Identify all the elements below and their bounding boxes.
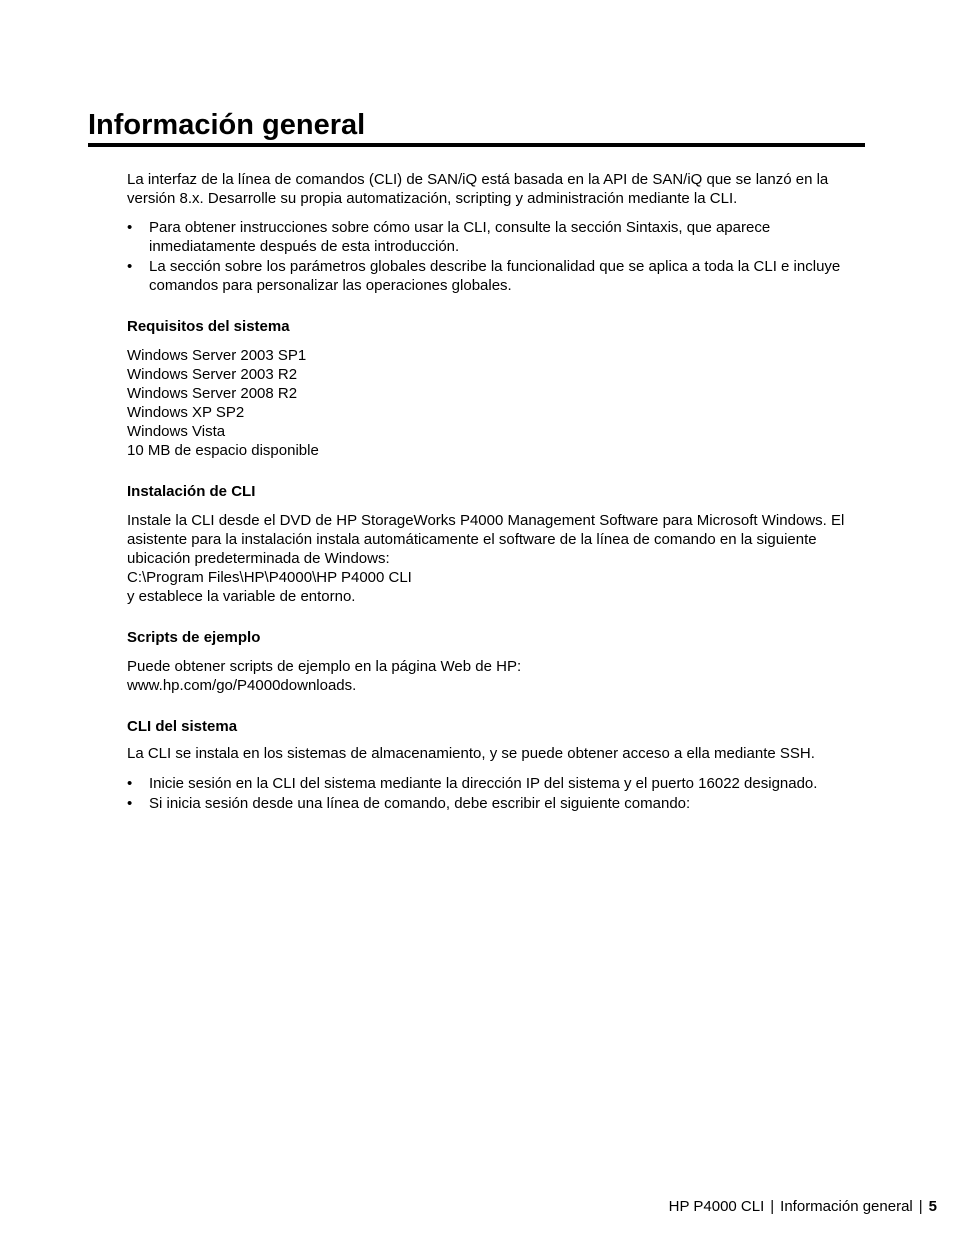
- requirement-item: Windows Vista: [127, 423, 226, 440]
- intro-bullet-1: • Para obtener instrucciones sobre cómo usar la CLI, consulte la sección Sintaxis, que aparece inmediatamente después de esta introducción.: [127, 218, 867, 256]
- page-number: 5: [928, 1198, 937, 1215]
- requirement-item: Windows Server 2003 SP1: [127, 347, 307, 364]
- title-rule: [88, 143, 865, 147]
- install-after-text: y establece la variable de entorno.: [127, 588, 356, 605]
- requirement-item: 10 MB de espacio disponible: [127, 442, 319, 459]
- requirement-item: Windows Server 2008 R2: [127, 385, 298, 402]
- install-heading: Instalación de CLI: [127, 483, 256, 500]
- footer-doc-title: HP P4000 CLI: [668, 1198, 765, 1215]
- main-content: [127, 170, 867, 813]
- intro-paragraph: La interfaz de la línea de comandos (CLI) de SAN/iQ está basada en la API de SAN/iQ que se lanzó en la versión 8.x. Desarrolle su propia automatización, scripting y administración mediante la CLI.: [127, 171, 829, 207]
- install-text: Instale la CLI desde el DVD de HP StorageWorks P4000 Management Software para Microsoft Windows. El asistente para la instalación instala automáticamente el software de la línea de comando en la siguiente ubicación predeterminada de Windows:: [127, 512, 845, 567]
- system-cli-text: La CLI se instala en los sistemas de almacenamiento, y se puede obtener acceso a ella mediante SSH.: [127, 745, 815, 762]
- requirement-item: Windows Server 2003 R2: [127, 366, 298, 383]
- requirement-item: Windows XP SP2: [127, 404, 245, 421]
- footer-section-title: Información general: [780, 1198, 913, 1215]
- intro-bullet-list: [127, 218, 867, 295]
- system-cli-heading: CLI del sistema: [127, 718, 238, 735]
- requirements-heading: Requisitos del sistema: [127, 318, 290, 335]
- footer-separator: |: [770, 1198, 775, 1215]
- footer-separator: |: [918, 1198, 923, 1215]
- system-cli-bullet-list: [127, 774, 867, 813]
- scripts-text: Puede obtener scripts de ejemplo en la página Web de HP:: [127, 658, 522, 675]
- scripts-heading: Scripts de ejemplo: [127, 629, 261, 646]
- system-cli-bullet-1: • Inicie sesión en la CLI del sistema mediante la dirección IP del sistema y el puerto 16022 designado.: [127, 774, 867, 793]
- system-cli-bullet-2: • Si inicia sesión desde una línea de comando, debe escribir el siguiente comando:: [127, 794, 867, 813]
- intro-bullet-2: • La sección sobre los parámetros globales describe la funcionalidad que se aplica a toda la CLI e incluye comandos para personalizar las operaciones globales.: [127, 257, 867, 295]
- scripts-url[interactable]: www.hp.com/go/P4000downloads.: [127, 677, 357, 694]
- install-path: C:\Program Files\HP\P4000\HP P4000 CLI: [127, 569, 412, 586]
- page-footer: [669, 1197, 937, 1217]
- page-title: Información general: [88, 109, 366, 141]
- requirements-list: [127, 346, 867, 460]
